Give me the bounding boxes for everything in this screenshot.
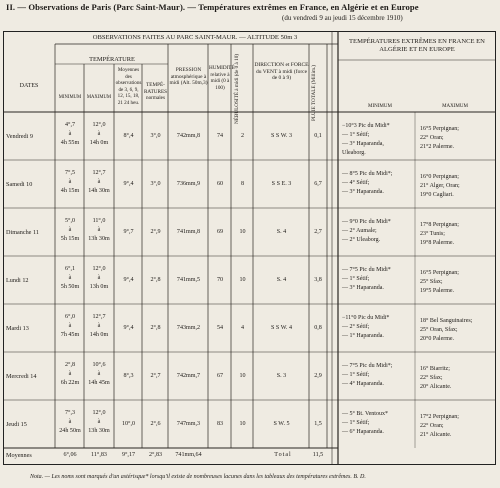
row-vent: S S W. 3 [270, 133, 292, 139]
row-min-value: 6°,1 [64, 266, 76, 272]
row-normale: 2°,9 [150, 229, 161, 235]
minimum-header: MINIMUM [58, 95, 82, 100]
row-max-a: à [97, 179, 101, 185]
row-max-value: 11°,0 [92, 218, 106, 224]
row-ext-min-line: — 5° Bt. Ventoux* [342, 411, 388, 417]
row-ext-min-line: — 2° Uleaborg. [342, 237, 381, 243]
row-humidite: 60 [216, 181, 224, 187]
extremes-header: TEMPÉRATURES EXTRÊMES EN FRANCE EN ALGÉRIE ET EN EUROPE [349, 38, 485, 53]
row-max-a: à [97, 323, 101, 329]
row-max-time: 13h 30m [88, 428, 110, 434]
row-min-time: 4h 15m [60, 188, 80, 194]
row-min-value: 7°,3 [64, 410, 76, 416]
row-max-time: 14h 0m [89, 140, 109, 146]
row-pluie: 3,8 [314, 277, 322, 283]
row-max-time: 13h 0m [89, 284, 109, 290]
row-ext-max-line: 21° Alicante. [420, 432, 452, 438]
row-ext-min-line: — 4° Haparanda. [342, 381, 384, 387]
row-humidite: 70 [216, 277, 224, 283]
row-min-value: 5°,0 [64, 218, 76, 224]
row-min-a: à [68, 131, 72, 137]
row-min-value: 7°,5 [64, 170, 76, 176]
row-ext-min-line: — 3° Haparanda. [342, 285, 384, 291]
row-date: Jeudi 15 [6, 421, 27, 428]
row-moyenne: 10°,0 [121, 421, 136, 427]
row-pression: 741mm,5 [176, 277, 201, 283]
row-ext-max-line: 20°0 Palerme. [420, 336, 455, 342]
totals-press: 741mm,64 [175, 452, 202, 458]
row-ext-min-line: — 1° Sétif; [342, 276, 370, 282]
row-pluie: 2,7 [314, 229, 322, 235]
row-vent: S. 3 [276, 373, 287, 379]
row-ext-min-line: — 6° Haparanda. [342, 429, 384, 435]
row-ext-min-line: — 8°5 Pic du Midi*; [342, 171, 393, 177]
row-ext-min-line: — 1° Haparanda. [342, 333, 384, 339]
row-max-value: 12°,7 [92, 170, 106, 176]
row-humidite: 74 [216, 133, 224, 139]
row-min-value: 4°,7 [64, 122, 76, 128]
row-pression: 741mm,8 [176, 229, 201, 235]
row-vent: S W. 5 [273, 421, 290, 427]
row-max-time: 14h 0m [89, 332, 109, 338]
row-max-a: à [97, 227, 101, 233]
row-pression: 742mm,7 [176, 373, 201, 379]
row-ext-max-line: 21° Alger, Oran; [420, 183, 460, 189]
row-ext-min-line: Uleaborg. [342, 150, 366, 156]
ext-minimum-header: MINIMUM [368, 104, 392, 109]
row-min-a: à [68, 323, 72, 329]
row-pluie: 0,8 [314, 325, 322, 331]
row-pression: 742mm,8 [176, 133, 201, 139]
row-pluie: 0,1 [314, 133, 322, 139]
row-ext-max-line: 16°5 Perpignan; [420, 126, 459, 132]
row-min-a: à [68, 371, 72, 377]
row-ext-max-line: 20° Alicante. [420, 384, 452, 390]
row-min-time: 5h 15m [60, 236, 80, 242]
row-ext-max-line: 17°8 Perpignan; [420, 222, 459, 228]
row-max-a: à [97, 371, 101, 377]
totals-moy: 9°,17 [121, 452, 136, 458]
row-ext-min-line: — 2° Sétif; [342, 324, 370, 330]
row-max-value: 10°,6 [92, 362, 106, 368]
row-moyenne: 9°,4 [123, 181, 134, 187]
row-pression: 743mm,2 [176, 325, 201, 331]
row-date: Dimanche 11 [6, 229, 39, 236]
row-ext-max-line: 19°0 Cagliari. [420, 192, 454, 198]
footnote: Nota. — Les noms sont marqués d'un astérisque* lorsqu'il existe de nombreuses lacunes dans les tableaux des températures extrêmes. B. D. [30, 474, 366, 480]
row-pression: 747mm,3 [176, 421, 201, 427]
row-moyenne: 9°,4 [123, 325, 134, 331]
row-min-time: 6h 22m [60, 380, 80, 386]
row-ext-min-line: — 7°5 Pic du Midi*; [342, 363, 393, 369]
row-nebulosite: 10 [239, 277, 246, 283]
row-normale: 2°,6 [150, 421, 161, 427]
row-ext-min-line: — 9°0 Pic du Midi* [342, 219, 391, 225]
row-ext-max-line: 22° Oran; [420, 423, 444, 429]
row-max-time: 13h 30m [88, 236, 110, 242]
row-nebulosite: 10 [239, 229, 246, 235]
row-pluie: 6,7 [314, 181, 322, 187]
row-max-time: 14h 45m [88, 380, 110, 386]
row-ext-min-line: — 1° Sétif; [342, 132, 370, 138]
row-max-value: 12°,0 [92, 410, 106, 416]
row-min-time: 5h 50m [60, 284, 80, 290]
row-ext-min-line: — 2° Aumale; [342, 228, 377, 234]
row-vent: S S E. 3 [271, 181, 292, 187]
row-ext-max-line: 17°2 Perpignan; [420, 414, 459, 420]
row-normale: 2°,8 [150, 277, 161, 283]
row-humidite: 67 [216, 373, 224, 379]
row-min-value: 6°,0 [64, 314, 76, 320]
row-moyenne: 8°,4 [123, 133, 134, 139]
row-humidite: 83 [216, 421, 224, 427]
row-ext-max-line: 25° Sfax; [420, 279, 443, 285]
row-normale: 3°,0 [150, 181, 161, 187]
row-moyenne: 8°,3 [123, 373, 134, 379]
row-ext-max-line: 23° Tunis; [420, 231, 445, 237]
row-ext-max-line: 16° Biarritz; [420, 366, 450, 372]
row-max-value: 12°,7 [92, 314, 106, 320]
totals-rain: 11,5 [312, 452, 324, 458]
row-nebulosite: 10 [239, 373, 246, 379]
row-ext-min-line: — 1° Sétif; [342, 372, 370, 378]
row-min-time: 4h 55m [60, 140, 80, 146]
totals-label: Moyennes [6, 452, 32, 459]
nebulosite-header: NÉBULOSITÉ à midi (de 0 à 10) [234, 53, 240, 124]
row-min-a: à [68, 275, 72, 281]
row-min-a: à [68, 419, 72, 425]
row-max-a: à [97, 131, 101, 137]
row-humidite: 54 [216, 325, 224, 331]
pluie-header: PLUIE TOTALE (Millim.) [311, 64, 317, 122]
row-ext-max-line: 22° Sfax; [420, 375, 443, 381]
row-date: Mardi 13 [6, 325, 29, 332]
row-ext-max-line: 22° Oran; [420, 135, 444, 141]
row-vent: S. 4 [276, 229, 287, 235]
row-vent: S. 4 [276, 277, 287, 283]
row-ext-max-line: 19°8 Palerme. [420, 240, 455, 246]
row-max-value: 12°,0 [92, 122, 106, 128]
humidite-header: HUMIDITÉ relative à midi (0 à 100) [209, 65, 235, 91]
row-date: Mercredi 14 [6, 373, 37, 380]
totals-min: 6°,06 [63, 452, 77, 458]
row-nebulosite: 8 [240, 181, 245, 187]
row-min-time: 24h 50m [59, 428, 81, 434]
row-nebulosite: 10 [239, 421, 246, 427]
observations-header: OBSERVATIONS FAITES AU PARC SAINT-MAUR. — ALTITUDE 50m 3 [92, 34, 298, 41]
row-min-time: 7h 45m [60, 332, 80, 338]
row-ext-min-line: — 4° Sétif; [342, 180, 370, 186]
row-min-value: 2°,8 [64, 362, 76, 368]
moyennes-header: Moyennes des observations de 3, 6, 9, 12, 15, 18, 21 24 heu. [115, 67, 142, 106]
row-ext-max-line: 16°0 Perpignan; [420, 174, 459, 180]
row-date: Samedi 10 [6, 181, 33, 188]
row-pluie: 1,5 [314, 421, 322, 427]
row-min-a: à [68, 227, 72, 233]
row-normale: 2°,7 [150, 373, 161, 379]
totals-total-label: Total [274, 452, 292, 458]
maximum-header: MAXIMUM [86, 95, 112, 100]
temperature-header: TEMPÉRATURE [89, 56, 135, 63]
page-title: II. — Observations de Paris (Parc Saint-Maur). — Températures extrêmes en France, en Algérie et en Europe [6, 2, 419, 12]
direction-header: DIRECTION et FORCE du VENT à midi (force de 0 à 9) [254, 62, 309, 82]
row-humidite: 69 [216, 229, 224, 235]
row-ext-min-line: — 3° Haparanda, [342, 141, 384, 147]
row-ext-max-line: 18° Bel Sanguinaires; [420, 318, 473, 324]
row-normale: 2°,8 [150, 325, 161, 331]
row-pression: 736mm,9 [176, 181, 201, 187]
row-date: Vendredi 9 [6, 133, 33, 140]
row-ext-min-line: — 7°5 Pic du Midi* [342, 267, 391, 273]
row-ext-max-line: 25° Oran, Sfax; [420, 327, 458, 333]
page-subtitle: (du vendredi 9 au jeudi 15 décembre 1910) [282, 14, 403, 22]
row-ext-min-line: — 3° Haparanda. [342, 189, 384, 195]
totals-norm: 2°,83 [148, 452, 163, 458]
dates-header: DATES [19, 83, 39, 89]
pression-header: PRESSION atmosphérique à midi (Alt. 50m,3) [169, 67, 208, 87]
row-moyenne: 9°,4 [123, 277, 134, 283]
row-pluie: 2,9 [314, 373, 322, 379]
row-ext-max-line: 19°5 Palerme. [420, 288, 455, 294]
row-nebulosite: 2 [240, 133, 245, 139]
row-ext-max-line: 16°5 Perpignan; [420, 270, 459, 276]
row-min-a: à [68, 179, 72, 185]
ext-maximum-header: MAXIMUM [442, 104, 468, 109]
totals-max: 11°,83 [91, 452, 107, 458]
row-ext-max-line: 21°2 Palerme. [420, 144, 455, 150]
row-vent: S S W. 4 [270, 325, 292, 331]
row-ext-min-line: −10°3 Pic du Midi* [342, 123, 390, 129]
row-max-time: 14h 30m [88, 188, 110, 194]
row-normale: 3°,0 [150, 133, 161, 139]
row-ext-min-line: — 1° Sétif; [342, 420, 370, 426]
row-moyenne: 9°,7 [123, 229, 134, 235]
row-nebulosite: 4 [240, 325, 245, 331]
row-max-a: à [97, 419, 101, 425]
row-date: Lundi 12 [6, 277, 29, 284]
normales-header: TEMPÉ-RATURES normales [143, 82, 168, 102]
row-ext-min-line: −11°0 Pic du Midi* [342, 315, 390, 321]
row-max-a: à [97, 275, 101, 281]
row-max-value: 12°,0 [92, 266, 106, 272]
